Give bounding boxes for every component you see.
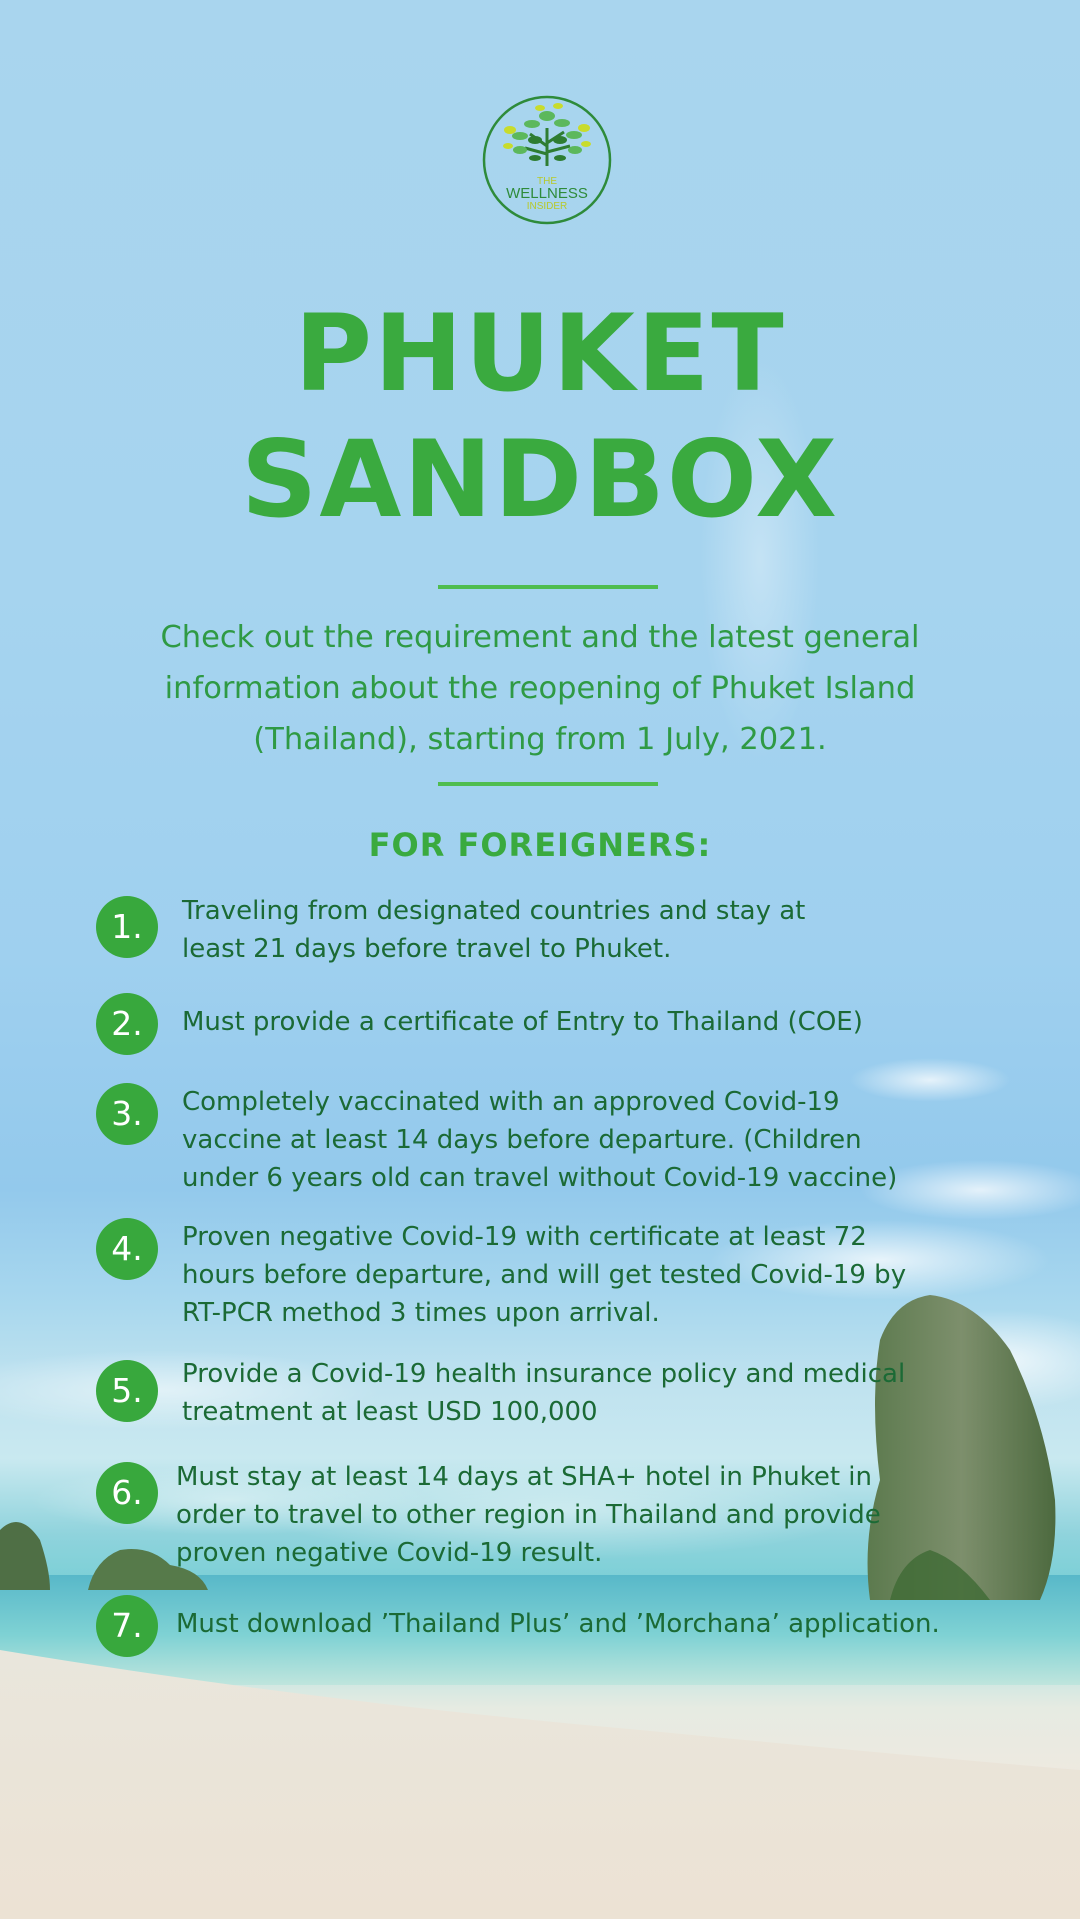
intro-text: Check out the requirement and the latest general information about the reopening of Phuket Island (Thailand), starting from 1 July, 2021. xyxy=(160,620,920,757)
requirement-text: Traveling from designated countries and stay at least 21 days before travel to Phuket. xyxy=(182,896,806,964)
number-badge: 5. xyxy=(96,1360,158,1422)
divider-top xyxy=(438,585,658,589)
requirement-text: Completely vaccinated with an approved Covid-19 vaccine at least 14 days before departure. (Children under 6 years old can travel without Covid-19 vaccine) xyxy=(182,1087,898,1193)
number-badge: 6. xyxy=(96,1462,158,1524)
requirement-text: Provide a Covid-19 health insurance policy and medical treatment at least USD 100,000 xyxy=(182,1359,906,1427)
svg-text:INSIDER: INSIDER xyxy=(526,201,568,212)
requirement-text: Must provide a certificate of Entry to Thailand (COE) xyxy=(182,1007,863,1037)
svg-text:THE: THE xyxy=(537,176,557,187)
title-line-2: SANDBOX xyxy=(241,418,839,541)
section-heading: FOR FOREIGNERS: xyxy=(368,826,712,864)
title-line-1: PHUKET xyxy=(294,292,786,415)
requirement-text: Must stay at least 14 days at SHA+ hotel in Phuket in order to travel to other region in Thailand and provide proven negative Covid-19 result. xyxy=(176,1462,881,1568)
requirement-text: Proven negative Covid-19 with certificate at least 72 hours before departure, and will get tested Covid-19 by RT-PCR method 3 times upon arrival. xyxy=(182,1222,907,1328)
number-badge: 1. xyxy=(96,896,158,958)
number-badge: 3. xyxy=(96,1083,158,1145)
wellness-insider-logo xyxy=(480,88,614,228)
number-badge: 7. xyxy=(96,1595,158,1657)
divider-bottom xyxy=(438,782,658,786)
number-badge: 2. xyxy=(96,993,158,1055)
number-badge: 4. xyxy=(96,1218,158,1280)
requirement-text: Must download ’Thailand Plus’ and ’Morchana’ application. xyxy=(176,1609,940,1639)
svg-text:WELLNESS: WELLNESS xyxy=(506,185,588,202)
